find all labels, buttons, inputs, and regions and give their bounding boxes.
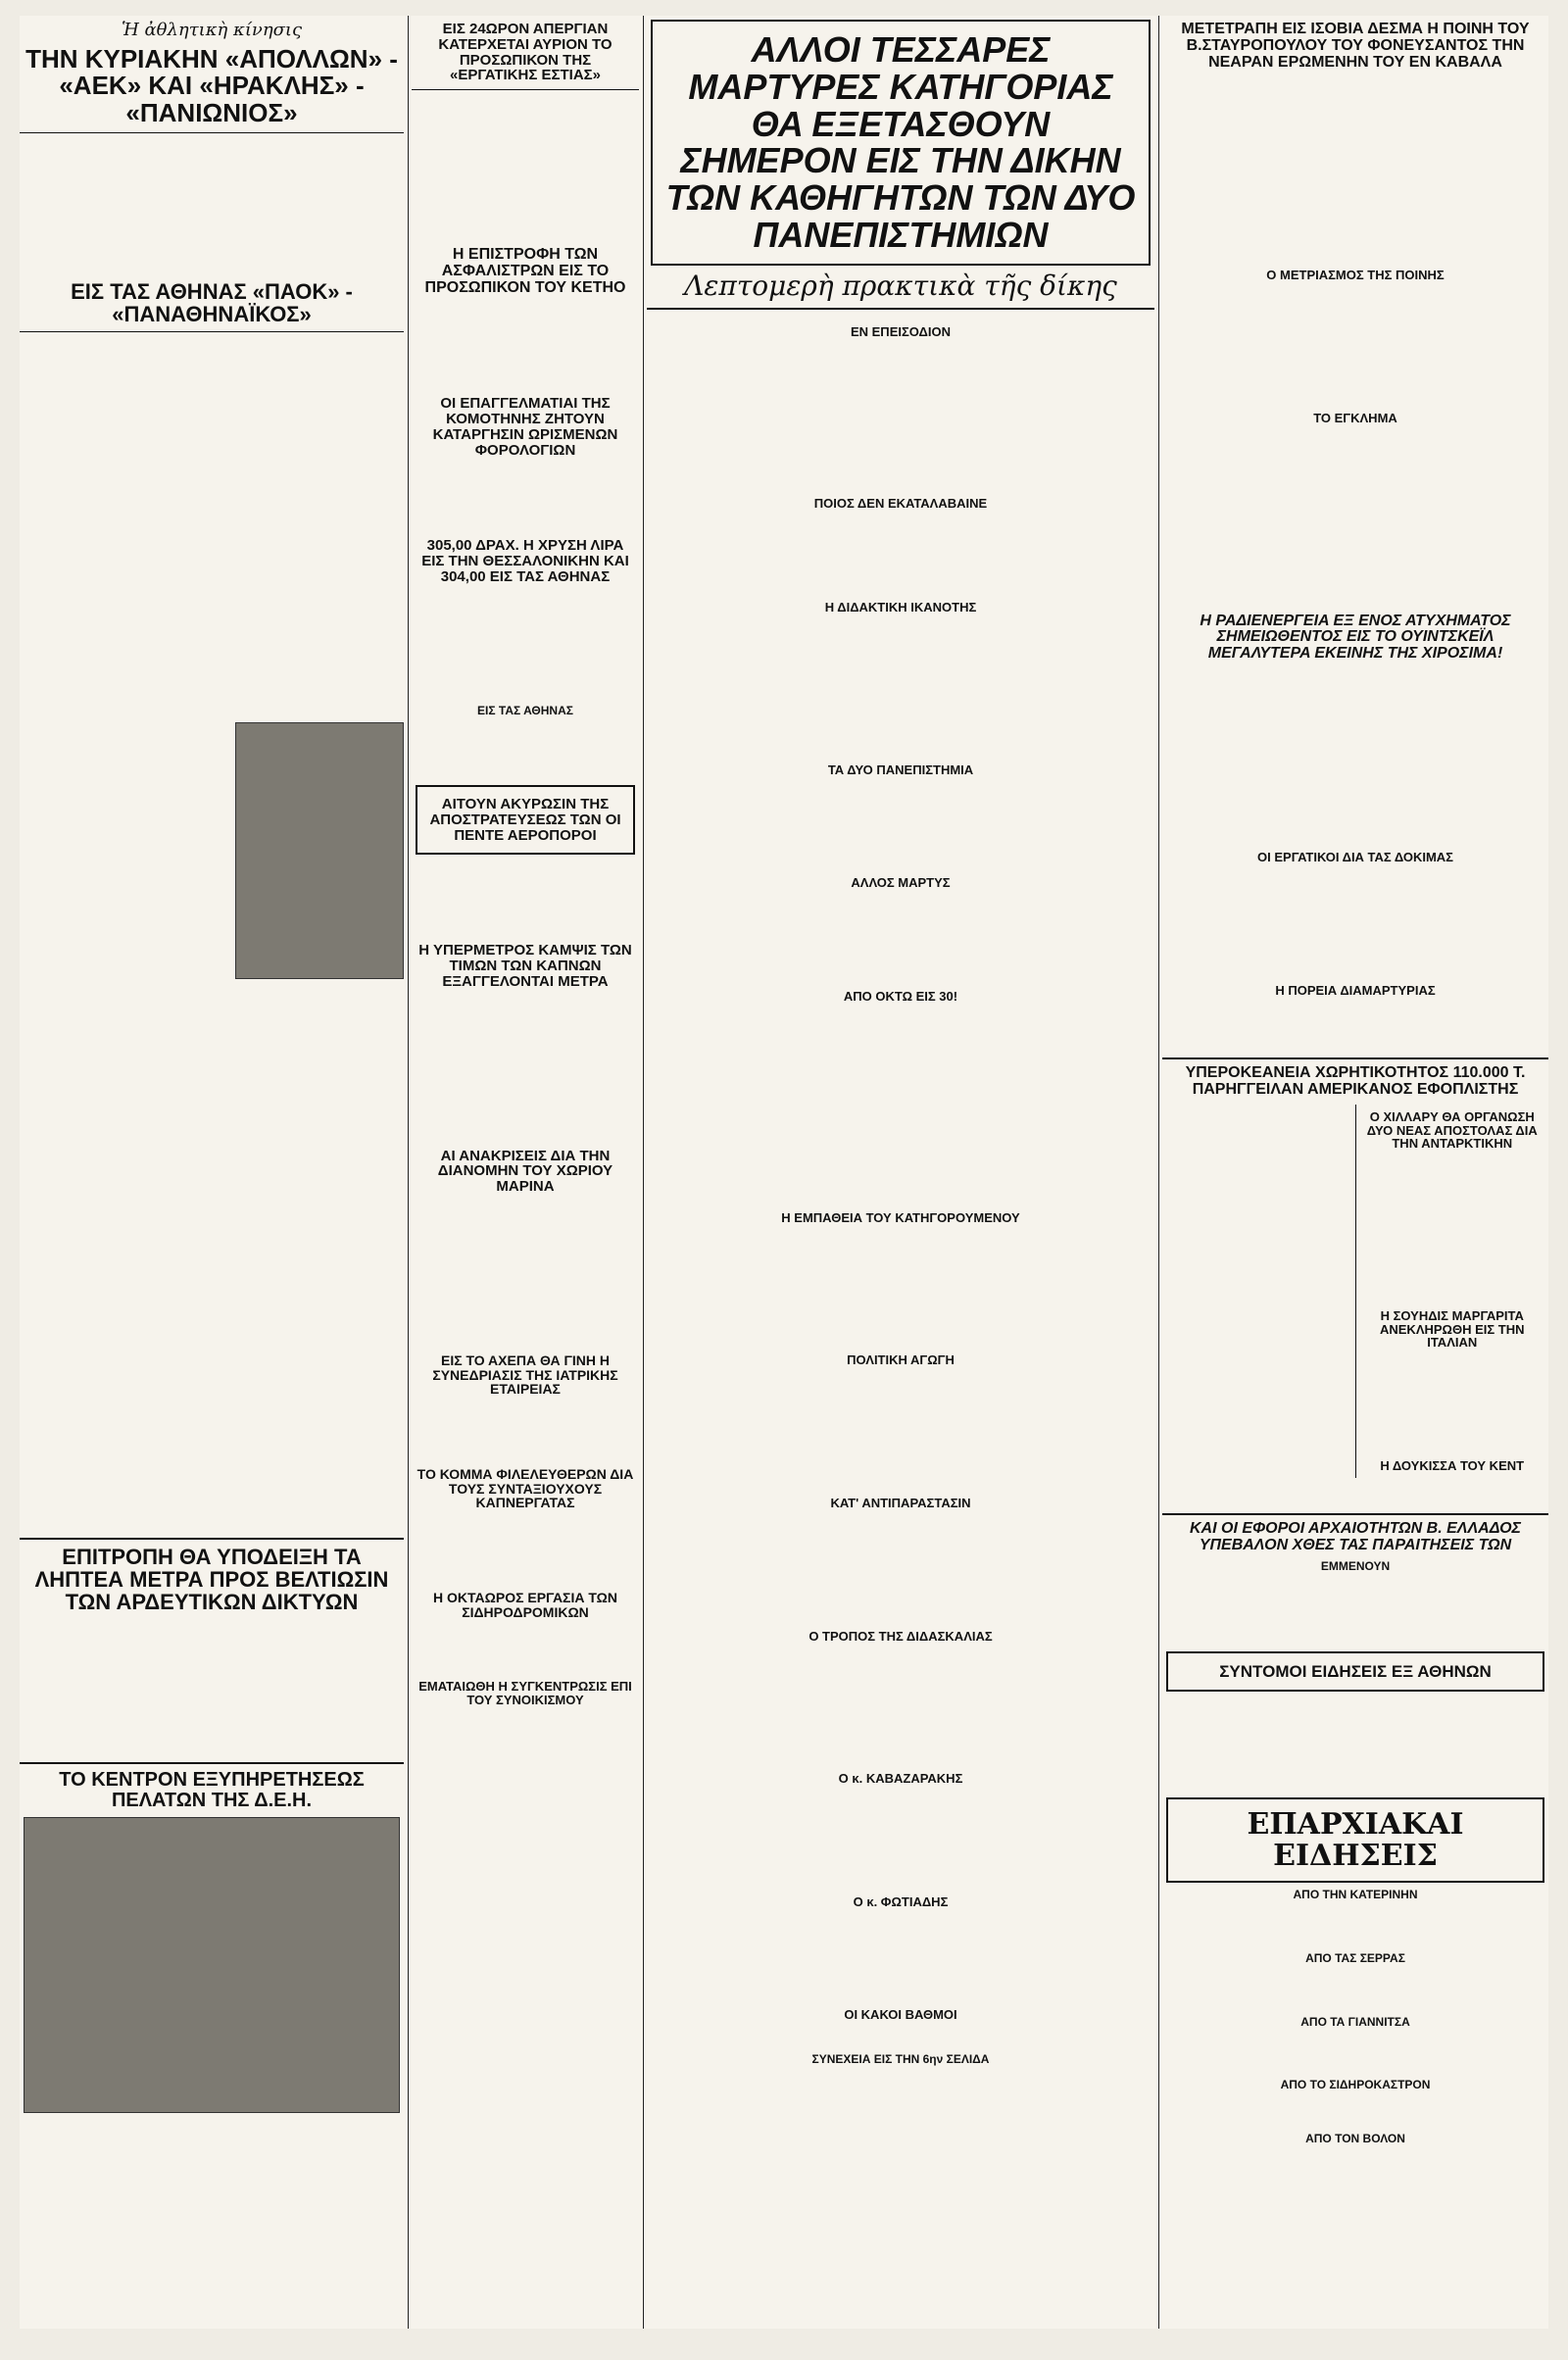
headline-komotini: ΟΙ ΕΠΑΓΓΕΛΜΑΤΙΑΙ ΤΗΣ ΚΟΜΟΤΗΝΗΣ ΖΗΤΟΥΝ ΚΑΤΑΡΓΗΣΙΝ ΩΡΙΣΜΕΝΩΝ ΦΟΡΟΛΟΓΙΩΝ: [432, 395, 618, 459]
headline-gathering: ΕΜΑΤΑΙΩΘΗ Η ΣΥΓΚΕΝΤΡΩΣΙΣ ΕΠΙ ΤΟΥ ΣΥΝΟΙΚΙΣΜΟΥ: [418, 1679, 632, 1708]
main-subhead: Λεπτομερὴ πρακτικὰ τῆς δίκης: [684, 269, 1117, 302]
headline-achepa: ΕΙΣ ΤΟ ΑΧΕΠΑ ΘΑ ΓΙΝΗ Η ΣΥΝΕΔΡΙΑΣΙΣ ΤΗΣ ΙΑΤΡΙΚΗΣ ΕΤΑΙΡΕΙΑΣ: [432, 1352, 618, 1398]
headline-ephors: ΚΑΙ ΟΙ ΕΦΟΡΟΙ ΑΡΧΑΙΟΤΗΤΩΝ Β. ΕΛΛΑΔΟΣ ΥΠΕΒΑΛΟΝ ΧΘΕΣ ΤΑΣ ΠΑΡΑΙΤΗΣΕΙΣ ΤΩΝ: [1190, 1520, 1521, 1554]
headline-kavala: ΜΕΤΕΤΡΑΠΗ ΕΙΣ ΙΣΟΒΙΑ ΔΕΣΜΑ Η ΠΟΙΝΗ ΤΟΥ Β.ΣΤΑΥΡΟΠΟΥΛΟΥ ΤΟΥ ΦΟΝΕΥΣΑΝΤΟΣ ΤΗΝ ΝΕΑΡΑΝ ΕΡΩΜΕΝΗΝ ΤΟΥ ΕΝ ΚΑΒΑΛΑ: [1181, 21, 1530, 71]
headline-pilots: ΑΙΤΟΥΝ ΑΚΥΡΩΣΙΝ ΤΗΣ ΑΠΟΣΤΡΑΤΕΥΣΕΩΣ ΤΩΝ ΟΙ ΠΕΝΤΕ ΑΕΡΟΠΟΡΟΙ: [429, 796, 621, 844]
headline-margarita: Η ΣΟΥΗΔΙΣ ΜΑΡΓΑΡΙΤΑ ΑΝΕΚΛΗΡΩΘΗ ΕΙΣ ΤΗΝ ΙΤΑΛΙΑΝ: [1379, 1307, 1525, 1351]
section-heading: Η ΔΙΔΑΚΤΙΚΗ ΙΚΑΝΟΤΗΣ: [824, 600, 977, 615]
team-photo: [235, 722, 404, 979]
headline-railway: Η ΟΚΤΑΩΡΟΣ ΕΡΓΑΣΙΑ ΤΩΝ ΣΙΔΗΡΟΔΡΟΜΙΚΩΝ: [433, 1590, 617, 1620]
subhead: Ο ΜΕΤΡΙΑΣΜΟΣ ΤΗΣ ΠΟΙΝΗΣ: [1266, 268, 1445, 283]
subhead: ΕΜΜΕΝΟΥΝ: [1320, 1559, 1391, 1574]
headline-marina: ΑΙ ΑΝΑΚΡΙΣΕΙΣ ΔΙΑ ΤΗΝ ΔΙΑΝΟΜΗΝ ΤΟΥ ΧΩΡΙΟΥ ΜΑΡΙΝΑ: [437, 1147, 613, 1196]
province-heading: ΑΠΟ ΤΑ ΓΙΑΝΝΙΤΣΑ: [1300, 2014, 1410, 2029]
dei-photo: [24, 1817, 400, 2113]
section-heading: ΚΑΤ' ΑΝΤΙΠΑΡΑΣΤΑΣΙΝ: [830, 1495, 971, 1510]
column-news: [1162, 16, 1548, 2150]
section-heading: Ο κ. ΦΩΤΙΑΔΗΣ: [853, 1893, 949, 1909]
section-heading: ΠΟΛΙΤΙΚΗ ΑΓΩΓΗ: [847, 1352, 955, 1368]
column-rule: [1158, 16, 1159, 2329]
column-rule: [643, 16, 644, 2329]
section-heading: Ο ΤΡΟΠΟΣ ΤΗΣ ΔΙΔΑΣΚΑΛΙΑΣ: [808, 1628, 993, 1644]
headline-radiation: Η ΡΑΔΙΕΝΕΡΓΕΙΑ ΕΞ ΕΝΟΣ ΑΤΥΧΗΜΑΤΟΣ ΣΗΜΕΙΩΘΕΝΤΟΣ ΕΙΣ ΤΟ ΟΥΙΝΤΣΚΕΪΛ ΜΕΓΑΛΥΤΕΡΑ ΕΚΕΙΝΗΣ ΤΗΣ ΧΙΡΟΣΙΜΑ!: [1200, 612, 1511, 663]
province-heading: ΑΠΟ ΤΟ ΣΙΔΗΡΟΚΑΣΤΡΟΝ: [1280, 2078, 1431, 2092]
main-headline: ΑΛΛΟΙ ΤΕΣΣΑΡΕΣ ΜΑΡΤΥΡΕΣ ΚΑΤΗΓΟΡΙΑΣ ΘΑ ΕΞΕΤΑΣΘΟΥΝ ΣΗΜΕΡΟΝ ΕΙΣ ΤΗΝ ΔΙΚΗΝ ΤΩΝ ΚΑΘΗΓΗΤΩΝ ΤΩΝ ΔΥΟ ΠΑΝΕΠΙΣΤΗΜΙΩΝ: [665, 29, 1136, 255]
continued-note: ΣΥΝΕΧΕΙΑ ΕΙΣ ΤΗΝ 6ην ΣΕΛΙΔΑ: [811, 2052, 990, 2067]
section-heading: ΠΟΙΟΣ ΔΕΝ ΕΚΑΤΑΛΑΒΑΙΝΕ: [813, 496, 988, 512]
province-heading: ΑΠΟ ΤΑΣ ΣΕΡΡΑΣ: [1305, 1951, 1405, 1966]
province-heading: ΑΠΟ ΤΗΝ ΚΑΤΕΡΙΝΗΝ: [1293, 1888, 1418, 1902]
subhead: Η ΠΟΡΕΙΑ ΔΙΑΜΑΡΤΥΡΙΑΣ: [1275, 982, 1436, 998]
headline-sports-main: ΤΗΝ ΚΥΡΙΑΚΗΝ «ΑΠΟΛΛΩΝ» - «ΑΕΚ» ΚΑΙ «ΗΡΑΚΛΗΣ» - «ΠΑΝΙΩΝΙΟΣ»: [25, 44, 398, 127]
headline-hillary: Ο ΧΙΛΛΑΡΥ ΘΑ ΟΡΓΑΝΩΣΗ ΔΥΟ ΝΕΑΣ ΑΠΟΣΤΟΛΑΣ ΔΙΑ ΤΗΝ ΑΝΤΑΡΚΤΙΚΗΝ: [1366, 1108, 1538, 1152]
headline-strike: ΕΙΣ 24ΩΡΟΝ ΑΠΕΡΓΙΑΝ ΚΑΤΕΡΧΕΤΑΙ ΑΥΡΙΟΝ ΤΟ ΠΡΟΣΩΠΙΚΟΝ ΤΗΣ «ΕΡΓΑΤΙΚΗΣ ΕΣΤΙΑΣ»: [438, 21, 612, 84]
headline-tobacco: Η ΥΠΕΡΜΕΤΡΟΣ ΚΑΜΨΙΣ ΤΩΝ ΤΙΜΩΝ ΤΩΝ ΚΑΠΝΩΝ ΕΞΑΓΓΕΛΟΝΤΑΙ ΜΕΤΡΑ: [418, 942, 632, 990]
column-rule: [408, 16, 409, 2329]
column-labor: [412, 16, 639, 1713]
headline-dei: ΤΟ ΚΕΝΤΡΟΝ ΕΞΥΠΗΡΕΤΗΣΕΩΣ ΠΕΛΑΤΩΝ ΤΗΣ Δ.Ε.Η.: [59, 1769, 365, 1812]
headline-brief-news: ΣΥΝΤΟΜΟΙ ΕΙΔΗΣΕΙΣ ΕΞ ΑΘΗΝΩΝ: [1219, 1661, 1492, 1681]
headline-kent: Η ΔΟΥΚΙΣΣΑ ΤΟΥ ΚΕΝΤ: [1380, 1457, 1525, 1473]
section-heading: ΕΝ ΕΠΕΙΣΟΔΙΟΝ: [850, 323, 952, 339]
table-title: ΕΙΣ ΤΑΣ ΑΘΗΝΑΣ: [477, 703, 573, 717]
headline-oceanliner: ΥΠΕΡΟΚΕΑΝΕΙΑ ΧΩΡΗΤΙΚΟΤΗΤΟΣ 110.000 Τ. ΠΑΡΗΓΓΕΙΛΑΝ ΑΜΕΡΙΚΑΝΟΣ ΕΦΟΠΛΙΣΤΗΣ: [1185, 1064, 1526, 1099]
headline-paok: ΕΙΣ ΤΑΣ ΑΘΗΝΑΣ «ΠΑΟΚ» - «ΠΑΝΑΘΗΝΑΪΚΟΣ»: [71, 278, 353, 326]
newspaper-page: [20, 16, 1548, 2329]
section-kicker: Ἡ ἀθλητικὴ κίνησις: [121, 20, 303, 40]
column-trial: [647, 16, 1154, 2076]
headline-provincial: ΕΠΑΡΧΙΑΚΑΙ ΕΙΔΗΣΕΙΣ: [1247, 1807, 1464, 1873]
headline-liberals: ΤΟ ΚΟΜΜΑ ΦΙΛΕΛΕΥΘΕΡΩΝ ΔΙΑ ΤΟΥΣ ΣΥΝΤΑΞΙΟΥΧΟΥΣ ΚΑΠΝΕΡΓΑΤΑΣ: [416, 1466, 634, 1511]
headline-ketho: Η ΕΠΙΣΤΡΟΦΗ ΤΩΝ ΑΣΦΑΛΙΣΤΡΩΝ ΕΙΣ ΤΟ ΠΡΟΣΩΠΙΚΟΝ ΤΟΥ ΚΕΤΗΟ: [424, 246, 626, 296]
subhead: ΟΙ ΕΡΓΑΤΙΚΟΙ ΔΙΑ ΤΑΣ ΔΟΚΙΜΑΣ: [1257, 850, 1453, 865]
subhead: ΤΟ ΕΓΚΛΗΜΑ: [1313, 411, 1397, 426]
section-heading: ΑΠΟ ΟΚΤΩ ΕΙΣ 30!: [843, 988, 958, 1004]
headline-gold: 305,00 ΔΡΑΧ. Η ΧΡΥΣΗ ΛΙΡΑ ΕΙΣ ΤΗΝ ΘΕΣΣΑΛΟΝΙΚΗΝ ΚΑΙ 304,00 ΕΙΣ ΤΑΣ ΑΘΗΝΑΣ: [421, 537, 629, 585]
section-heading: ΟΙ ΚΑΚΟΙ ΒΑΘΜΟΙ: [844, 2007, 957, 2023]
section-heading: Η ΕΜΠΑΘΕΙΑ ΤΟΥ ΚΑΤΗΓΟΡΟΥΜΕΝΟΥ: [781, 1209, 1020, 1225]
column-sports: [20, 16, 404, 2117]
section-heading: Ο κ. ΚΑΒΑΖΑΡΑΚΗΣ: [838, 1771, 963, 1787]
headline-irrigation: ΕΠΙΤΡΟΠΗ ΘΑ ΥΠΟΔΕΙΞΗ ΤΑ ΛΗΠΤΕΑ ΜΕΤΡΑ ΠΡΟΣ ΒΕΛΤΙΩΣΙΝ ΤΩΝ ΑΡΔΕΥΤΙΚΩΝ ΔΙΚΤΥΩΝ: [34, 1545, 389, 1615]
province-heading: ΑΠΟ ΤΟΝ ΒΟΛΟΝ: [1305, 2131, 1405, 2145]
section-heading: ΤΑ ΔΥΟ ΠΑΝΕΠΙΣΤΗΜΙΑ: [827, 762, 974, 777]
section-heading: ΑΛΛΟΣ ΜΑΡΤΥΣ: [851, 875, 951, 891]
